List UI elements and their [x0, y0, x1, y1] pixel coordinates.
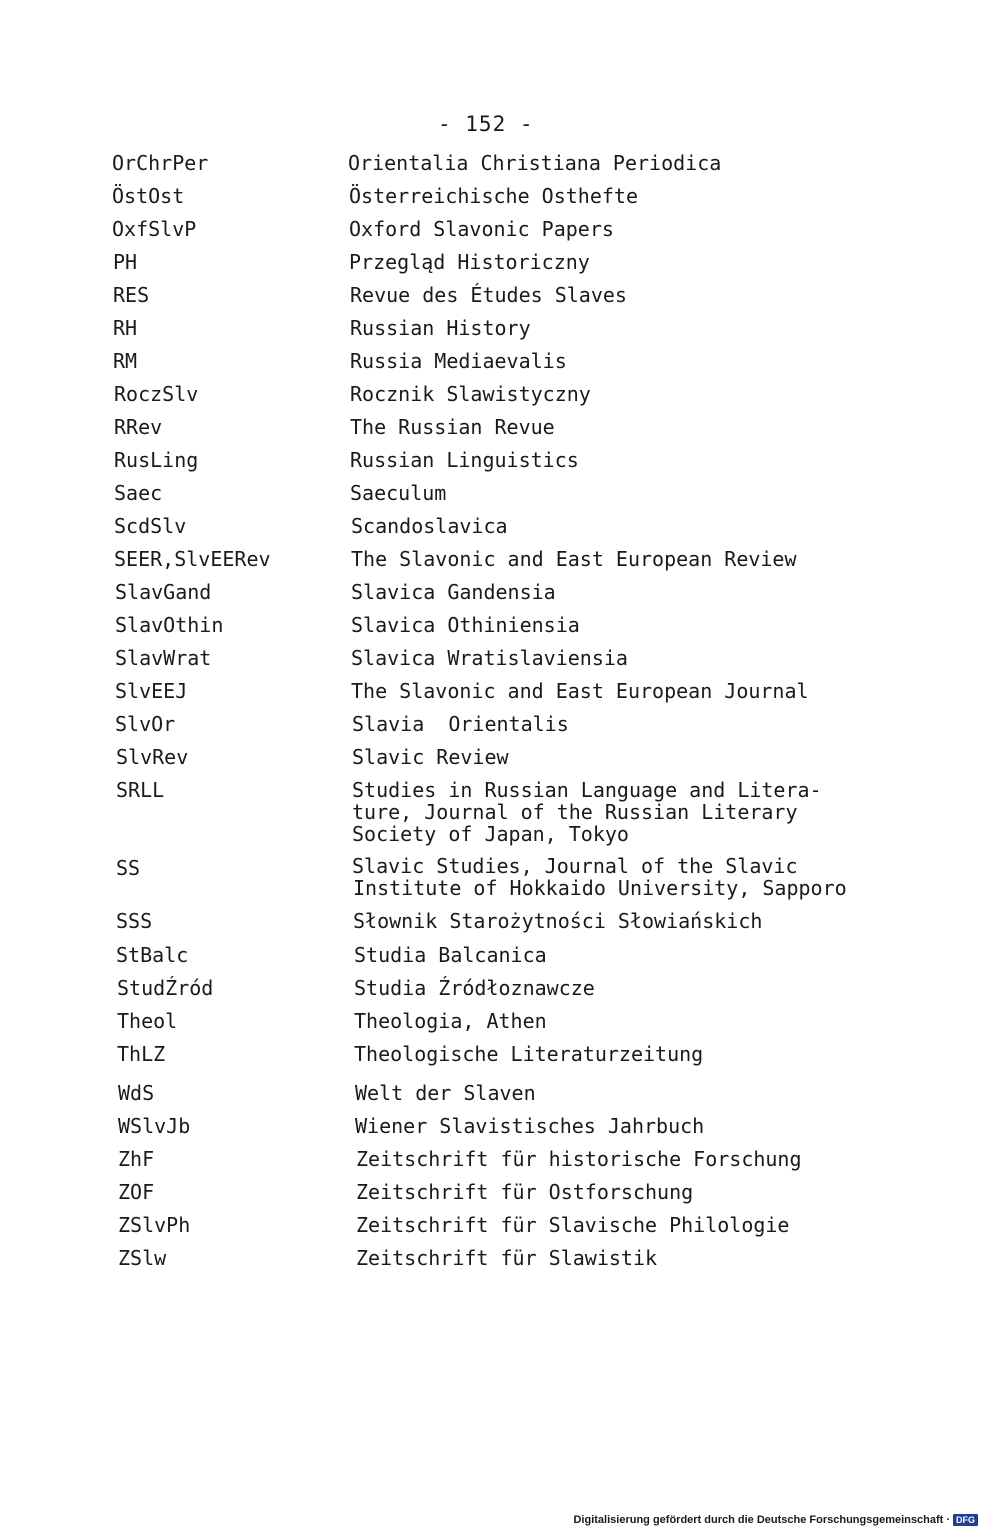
- journal-title-line: ture, Journal of the Russian Literary: [352, 800, 798, 824]
- abbreviation: ZhF: [118, 1147, 155, 1171]
- abbreviation: ZSlvPh: [118, 1213, 191, 1237]
- journal-title: Russian History: [350, 316, 531, 340]
- journal-title: Wiener Slavistisches Jahrbuch: [355, 1114, 705, 1138]
- journal-title: Rocznik Slawistyczny: [350, 382, 591, 406]
- journal-title: Zeitschrift für Slawistik: [356, 1246, 658, 1270]
- journal-title: Studia Źródłoznawcze: [354, 976, 595, 1000]
- journal-title-line: Slavic Studies, Journal of the Slavic: [352, 854, 798, 878]
- abbreviation: SlavGand: [115, 580, 212, 604]
- abbreviation: ÖstOst: [112, 184, 185, 208]
- journal-title: Przegląd Historiczny: [349, 250, 590, 274]
- abbreviation: WSlvJb: [118, 1114, 191, 1138]
- journal-title: The Slavonic and East European Journal: [351, 679, 809, 703]
- journal-title: Welt der Slaven: [355, 1081, 536, 1105]
- page-number: - 152 -: [438, 112, 534, 136]
- abbreviation: ThLZ: [117, 1042, 166, 1066]
- journal-title: Orientalia Christiana Periodica: [348, 151, 722, 175]
- abbreviation: ZSlw: [118, 1246, 167, 1270]
- abbreviation: OxfSlvP: [112, 217, 197, 241]
- abbreviation: RES: [113, 283, 150, 307]
- abbreviation: RM: [113, 349, 138, 373]
- journal-title: Russia Mediaevalis: [350, 349, 567, 373]
- abbreviation: ScdSlv: [114, 514, 187, 538]
- journal-title: Russian Linguistics: [350, 448, 579, 472]
- abbreviation: OrChrPer: [112, 151, 209, 175]
- journal-title: Zeitschrift für Ostforschung: [356, 1180, 694, 1204]
- journal-title: Zeitschrift für historische Forschung: [356, 1147, 802, 1171]
- abbreviation: SRLL: [116, 778, 165, 802]
- journal-title: Theologische Literaturzeitung: [354, 1042, 704, 1066]
- abbreviation: SEER,SlvEERev: [114, 547, 271, 571]
- abbreviation: WdS: [118, 1081, 155, 1105]
- abbreviation: StBalc: [116, 943, 189, 967]
- journal-title: The Slavonic and East European Review: [351, 547, 797, 571]
- journal-title: Słownik Starożytności Słowiańskich: [353, 909, 763, 933]
- abbreviation: RoczSlv: [114, 382, 199, 406]
- abbreviation: SS: [116, 856, 141, 880]
- abbreviation: SlvOr: [115, 712, 176, 736]
- journal-title: Studia Balcanica: [354, 943, 547, 967]
- abbreviation: RRev: [114, 415, 163, 439]
- journal-title: Slavica Othiniensia: [351, 613, 580, 637]
- abbreviation: SlvEEJ: [115, 679, 188, 703]
- journal-title: Theologia, Athen: [354, 1009, 547, 1033]
- abbreviation: SlavOthin: [115, 613, 224, 637]
- abbreviation: Theol: [117, 1009, 178, 1033]
- journal-title-line: Institute of Hokkaido University, Sapporo: [353, 876, 847, 900]
- abbreviation: SlvRev: [116, 745, 189, 769]
- journal-title: Slavica Gandensia: [351, 580, 556, 604]
- abbreviation: StudŹród: [117, 976, 214, 1000]
- journal-title: The Russian Revue: [350, 415, 555, 439]
- abbreviation: RusLing: [114, 448, 199, 472]
- journal-title: Oxford Slavonic Papers: [349, 217, 614, 241]
- abbreviation: Saec: [114, 481, 163, 505]
- journal-title: Slavica Wratislaviensia: [351, 646, 628, 670]
- journal-title-line: Society of Japan, Tokyo: [352, 822, 629, 846]
- journal-title: Zeitschrift für Slavische Philologie: [356, 1213, 790, 1237]
- journal-title: Österreichische Osthefte: [349, 184, 638, 208]
- abbreviation: ZOF: [118, 1180, 155, 1204]
- journal-title: Saeculum: [350, 481, 447, 505]
- abbreviation: PH: [113, 250, 138, 274]
- journal-title: Slavic Review: [352, 745, 509, 769]
- dfg-logo: DFG: [953, 1514, 978, 1526]
- abbreviation: SlavWrat: [115, 646, 212, 670]
- footer-text: Digitalisierung gefördert durch die Deutsche Forschungsgemeinschaft ·: [573, 1514, 950, 1526]
- abbreviation: RH: [113, 316, 138, 340]
- journal-title: Revue des Études Slaves: [350, 283, 627, 307]
- journal-title: Slavia Orientalis: [352, 712, 569, 736]
- journal-title: Scandoslavica: [351, 514, 508, 538]
- journal-title-line: Studies in Russian Language and Litera-: [352, 778, 822, 802]
- abbreviation: SSS: [116, 909, 153, 933]
- digitization-footer: [573, 1514, 978, 1526]
